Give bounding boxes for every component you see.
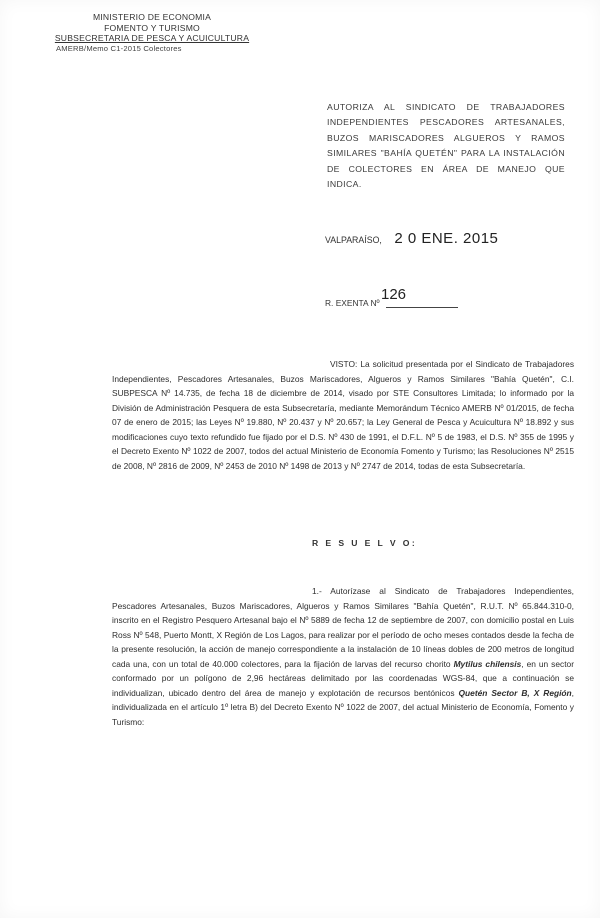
ministry-subtitle: FOMENTO Y TURISMO (104, 22, 200, 33)
article-1-mid: , en un sector conformado por un polígono de 2,96 hectáreas delimitado por las coordenadas WGS-84, que a continuación se individualizan, ubicado dentro del área de manejo y explotación de recursos bentónicos (112, 658, 574, 698)
visto-paragraph (112, 357, 574, 473)
letterhead (52, 12, 252, 54)
resolution-title: AUTORIZA AL SINDICATO DE TRABAJADORES INDEPENDIENTES PESCADORES ARTESANALES, BUZOS MARISCADORES ALGUEROS Y RAMOS SIMILARES "BAHÍA QUETÉN" PARA LA INSTALACIÓN DE COLECTORES EN ÁREA DE MANEJO QUE INDICA. (327, 102, 565, 190)
species-name: Mytilus chilensis (453, 658, 522, 669)
subsecretaria-name: SUBSECRETARIA DE PESCA Y ACUICULTURA (54, 33, 250, 43)
place: VALPARAÍSO, (325, 235, 382, 245)
visto-label: VISTO: (330, 359, 358, 369)
article-1-tail: , individualizada en el artículo 1º letra B) del Decreto Exento Nº 1022 de 2007, del actual Ministerio de Economía, Fomento y Turismo: (112, 687, 574, 727)
article-1-paragraph (112, 584, 574, 729)
file-reference: AMERB/Memo C1-2015 Colectores (56, 43, 182, 53)
article-1-lead: 1.- Autorízase al Sindicato de Trabajadores Independientes, Pescadores Artesanales, Buzos Mariscadores, Algueros y Ramos Similares "Bahía Quetén", R.U.T. Nº 65.844.310-0, inscrito en el Registro Pesquero Artesanal bajo el Nº 5889 de fecha 12 de septiembre de 2007, con domicilio postal en Luis Ross Nº 548, Puerto Montt, X Región de Los Lagos, para realizar por el período de ocho meses contados desde la fecha de la presente resolución, la acción de manejo correspondiente a la instalación de 10 líneas dobles de 200 metros de longitud cada una, con un total de 40.000 colectores, para la fijación de larvas del recurso chorito (112, 586, 574, 669)
visto-text: La solicitud presentada por el Sindicato de Trabajadores Independientes, Pescadores Artesanales, Buzos Mariscadores, Algueros y Ramos Similares "Bahía Quetén", C.I. SUBPESCA Nº 14.735, de fecha 18 de diciembre de 2014, visado por STE Consultores Limitada; lo informado por la División de Administración Pesquera de esta Subsecretaría, mediante Memorándum Técnico AMERB Nº 01/2015, de fecha 07 de enero de 2015; las Leyes Nº 19.880, Nº 20.437 y Nº 20.657; la Ley General de Pesca y Acuicultura Nº 18.892 y sus modificaciones cuyo texto refundido fue fijado por el D.S. Nº 430 de 1991, el D.F.L. Nº 5 de 1983, el D.S. Nº 355 de 1995 y el Decreto Exento Nº 1022 de 2007, todos del actual Ministerio de Economía Fomento y Turismo; las Resoluciones Nº 2515 de 2008, Nº 2816 de 2009, Nº 2453 de 2010 Nº 1498 de 2013 y Nº 2747 de 2014, todas de esta Subsecretaría. (112, 359, 575, 471)
resolution-number-line (325, 286, 525, 308)
area-name: Quetén Sector B, X Región (458, 687, 572, 698)
resolution-number: 126 (381, 286, 407, 303)
date-stamp: 2 0 ENE. 2015 (394, 230, 499, 247)
ministry-name: MINISTERIO DE ECONOMIA (92, 12, 212, 22)
place-and-date (325, 230, 585, 247)
resolution-label: R. EXENTA Nº (325, 298, 380, 308)
resuelvo-heading: R E S U E L V O: (312, 538, 418, 548)
